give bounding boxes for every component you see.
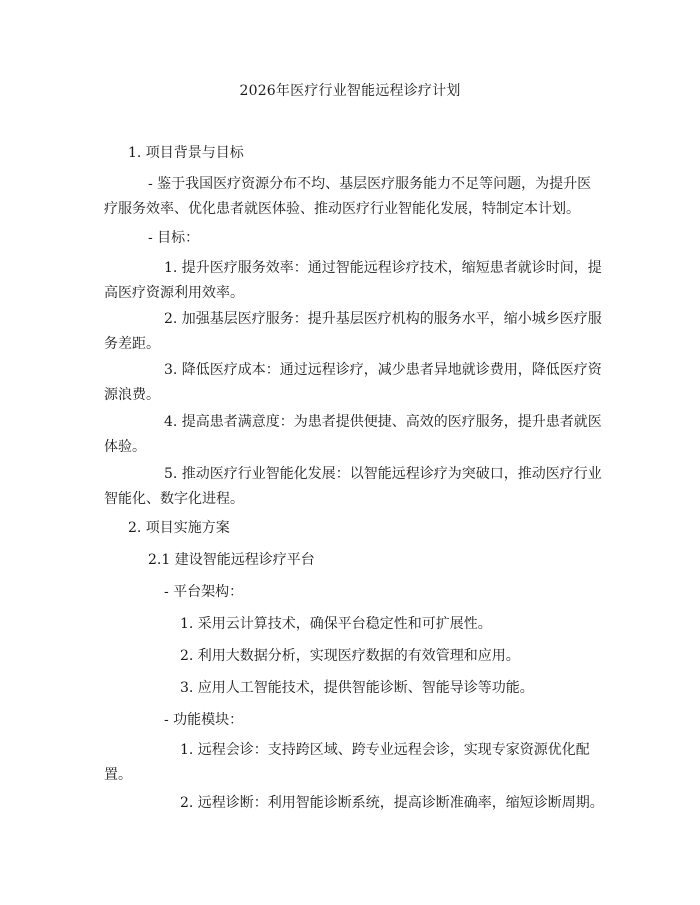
goal-item-3: 3. 降低医疗成本：通过远程诊疗，减少患者异地就诊费用，降低医疗资源浪费。 [104,362,602,403]
module-item-1: 1. 远程会诊：支持跨区域、跨专业远程会诊，实现专家资源优化配置。 [104,742,590,783]
architecture-item-1: 1. 采用云计算技术，确保平台稳定性和可扩展性。 [180,616,492,632]
background-paragraph: - 鉴于我国医疗资源分布不均、基层医疗服务能力不足等问题，为提升医疗服务效率、优化患者就医体验、推动医疗行业智能化发展，特制定本计划。 [104,176,592,217]
section-heading-1: 1. 项目背景与目标 [128,145,244,161]
goal-item-1: 1. 提升医疗服务效率：通过智能远程诊疗技术，缩短患者就诊时间，提高医疗资源利用效率。 [104,260,602,301]
goal-item-5: 5. 推动医疗行业智能化发展：以智能远程诊疗为突破口，推动医疗行业智能化、数字化进程。 [104,466,602,507]
architecture-item-2: 2. 利用大数据分析，实现医疗数据的有效管理和应用。 [180,648,520,664]
document-title: 2026年医疗行业智能远程诊疗计划 [239,83,461,99]
subsection-heading-2-1: 2.1 建设智能远程诊疗平台 [148,552,315,568]
goal-item-2: 2. 加强基层医疗服务：提升基层医疗机构的服务水平，缩小城乡医疗服务差距。 [104,311,602,352]
section-heading-2: 2. 项目实施方案 [128,520,230,536]
modules-label: - 功能模块： [164,712,244,728]
goals-label: - 目标： [148,230,200,246]
architecture-item-3: 3. 应用人工智能技术，提供智能诊断、智能导诊等功能。 [180,680,534,696]
module-item-2: 2. 远程诊断：利用智能诊断系统，提高诊断准确率，缩短诊断周期。 [180,795,604,811]
architecture-label: - 平台架构： [164,584,244,600]
goal-item-4: 4. 提高患者满意度：为患者提供便捷、高效的医疗服务，提升患者就医体验。 [104,414,602,455]
